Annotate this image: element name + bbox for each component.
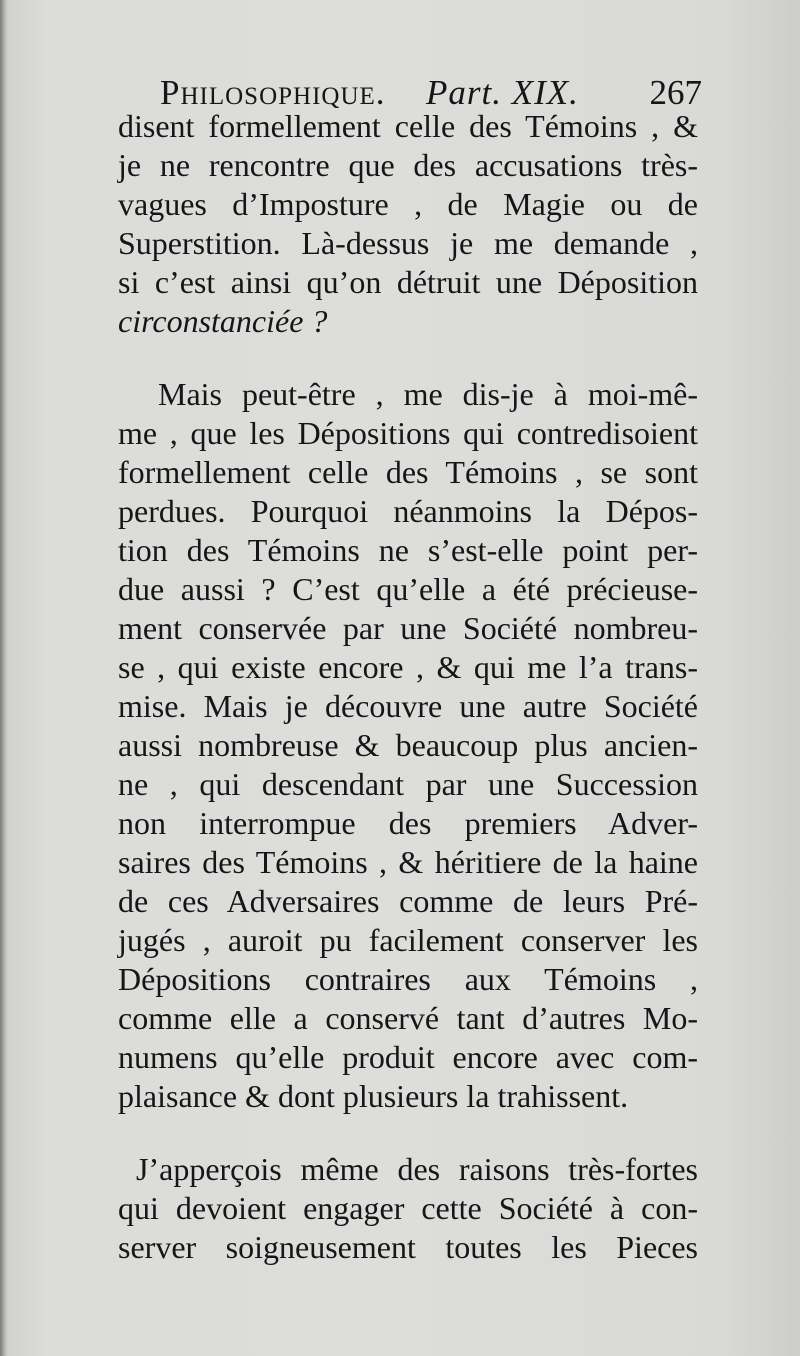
text-line: formellement celle des Témoins , se sont — [118, 454, 698, 490]
text-line: jugés , auroit pu facilement conserver les — [118, 922, 698, 958]
text-line: circonstanciée ? — [118, 303, 328, 339]
text-line: Dépositions contraires aux Témoins , — [118, 961, 698, 997]
page-gutter-shadow — [0, 0, 8, 1356]
text-line: due aussi ? C’est qu’elle a été précieuse- — [118, 571, 698, 607]
page-number: 267 — [649, 73, 702, 112]
part-number: Part. XIX. — [426, 73, 579, 112]
text-line: disent formellement celle des Témoins , & — [118, 108, 698, 144]
text-line: numens qu’elle produit encore avec com- — [118, 1039, 698, 1075]
text-line: si c’est ainsi qu’on détruit une Déposition — [118, 264, 698, 300]
text-line: je ne rencontre que des accusations très- — [118, 147, 698, 183]
text-line: se , qui existe encore , & qui me l’a trans- — [118, 649, 698, 685]
text-line: aussi nombreuse & beaucoup plus ancien- — [118, 727, 698, 763]
text-line: ment conservée par une Société nombreu- — [118, 610, 698, 646]
text-line: non interrompue des premiers Adver- — [118, 805, 698, 841]
text-line: ne , qui descendant par une Succession — [118, 766, 698, 802]
text-line: saires des Témoins , & héritiere de la haine — [118, 844, 698, 880]
text-line: de ces Adversaires comme de leurs Pré- — [118, 883, 698, 919]
running-title: Philosophique. — [160, 73, 386, 112]
text-line: mise. Mais je découvre une autre Société — [118, 688, 698, 724]
text-line: Mais peut-être , me dis-je à moi-mê- — [158, 376, 698, 412]
text-line: J’apperçois même des raisons très-fortes — [136, 1151, 698, 1187]
text-line: tion des Témoins ne s’est-elle point per- — [118, 532, 698, 568]
text-line: plaisance & dont plusieurs la trahissent. — [118, 1078, 629, 1114]
text-line: comme elle a conservé tant d’autres Mo- — [118, 1000, 698, 1036]
text-line: perdues. Pourquoi néanmoins la Dépos- — [118, 493, 698, 529]
text-line: qui devoient engager cette Société à con- — [118, 1190, 698, 1226]
text-line: Superstition. Là-dessus je me demande , — [118, 225, 698, 261]
text-line: server soigneusement toutes les Pieces — [118, 1229, 698, 1265]
text-line: me , que les Dépositions qui contredisoient — [118, 415, 698, 451]
text-line: vagues d’Imposture , de Magie ou de — [118, 186, 698, 222]
